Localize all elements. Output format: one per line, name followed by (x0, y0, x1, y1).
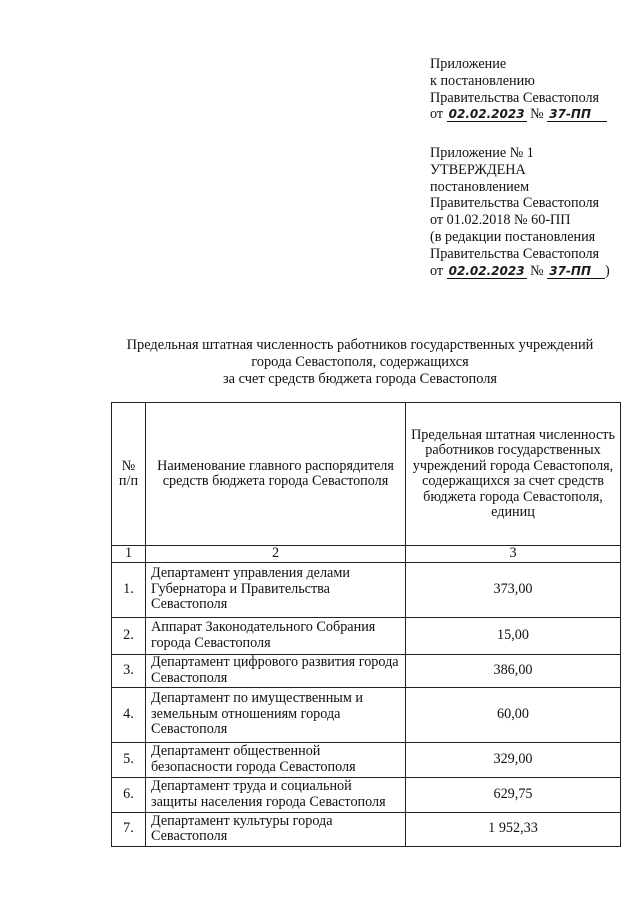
title-line1: Предельная штатная численность работников государственных учреждений (126, 337, 594, 353)
appendix-line3: Правительства Севастополя (430, 89, 600, 106)
staff-limit-table (111, 402, 621, 847)
row-value: 329,00 (406, 742, 621, 777)
column-numbers-row (112, 546, 621, 563)
handwritten-number: 37-ПП (547, 107, 607, 122)
table-row (112, 812, 621, 846)
header-name: Наименование главного распорядителя средств бюджета города Севастополя (146, 403, 406, 546)
row-name: Департамент культуры города Севастополя (146, 812, 406, 846)
appendix1-line1: Приложение № 1 (430, 145, 534, 161)
appendix1-line7: Правительства Севастополя (430, 245, 600, 262)
table-row (112, 687, 621, 742)
from-prefix: от (430, 106, 444, 123)
appendix-date-line (430, 106, 607, 123)
row-value: 1 952,33 (406, 812, 621, 846)
table-row (112, 654, 621, 687)
appendix1-line3: постановлением (430, 178, 530, 195)
row-name: Департамент по имущественным и земельным отношениям города Севастополя (146, 687, 406, 742)
row-number: 3. (112, 654, 146, 687)
appendix1-line6: (в редакции постановления (430, 228, 596, 245)
appendix1-line5: от 01.02.2018 № 60-ПП (430, 212, 571, 229)
row-name: Департамент труда и социальной защиты населения города Севастополя (146, 777, 406, 812)
row-number: 7. (112, 812, 146, 846)
title-line3: за счет средств бюджета города Севастополя (222, 371, 498, 387)
title-line2: города Севастополя, содержащихся (251, 354, 469, 370)
row-name: Департамент цифрового развития города Севастополя (146, 654, 406, 687)
handwritten-date: 02.02.2023 (448, 107, 525, 122)
row-name: Департамент управления делами Губернатора и Правительства Севастополя (146, 562, 406, 617)
col-number-2: 2 (146, 546, 406, 563)
row-value: 60,00 (406, 687, 621, 742)
row-number: 5. (112, 742, 146, 777)
closing-paren: ) (604, 262, 610, 279)
table-row (112, 742, 621, 777)
number-sign: № (530, 262, 544, 279)
appendix1-line4: Правительства Севастополя (430, 195, 600, 212)
row-value: 373,00 (406, 562, 621, 617)
table-row (112, 562, 621, 617)
row-value: 386,00 (406, 654, 621, 687)
appendix-block (430, 56, 607, 123)
number-sign: № (530, 106, 544, 123)
row-value: 629,75 (406, 777, 621, 812)
appendix-line1: Приложение (430, 56, 507, 72)
row-number: 1. (112, 562, 146, 617)
appendix1-date-line (430, 263, 610, 280)
appendix1-block (430, 145, 610, 279)
approved-label: УТВЕРЖДЕНА (430, 161, 526, 178)
handwritten-date: 02.02.2023 (448, 263, 525, 278)
table-row (112, 617, 621, 654)
handwritten-number: 37-ПП (547, 264, 605, 279)
col-number-3: 3 (406, 546, 621, 563)
document-title (100, 337, 620, 388)
row-name: Департамент общественной безопасности города Севастополя (146, 742, 406, 777)
table-header-row (112, 403, 621, 546)
row-number: 6. (112, 777, 146, 812)
col-number-1: 1 (112, 546, 146, 563)
row-number: 4. (112, 687, 146, 742)
from-prefix: от (430, 262, 444, 279)
row-value: 15,00 (406, 617, 621, 654)
row-number: 2. (112, 617, 146, 654)
row-name: Аппарат Законодательного Собрания города Севастополя (146, 617, 406, 654)
header-value: Предельная штатная численность работников государственных учреждений города Севастополя, содержащихся за счет средств бюджета города Севастополя, единиц (406, 403, 621, 546)
table-row (112, 777, 621, 812)
header-number: № п/п (112, 403, 146, 546)
appendix-line2: к постановлению (430, 72, 535, 89)
